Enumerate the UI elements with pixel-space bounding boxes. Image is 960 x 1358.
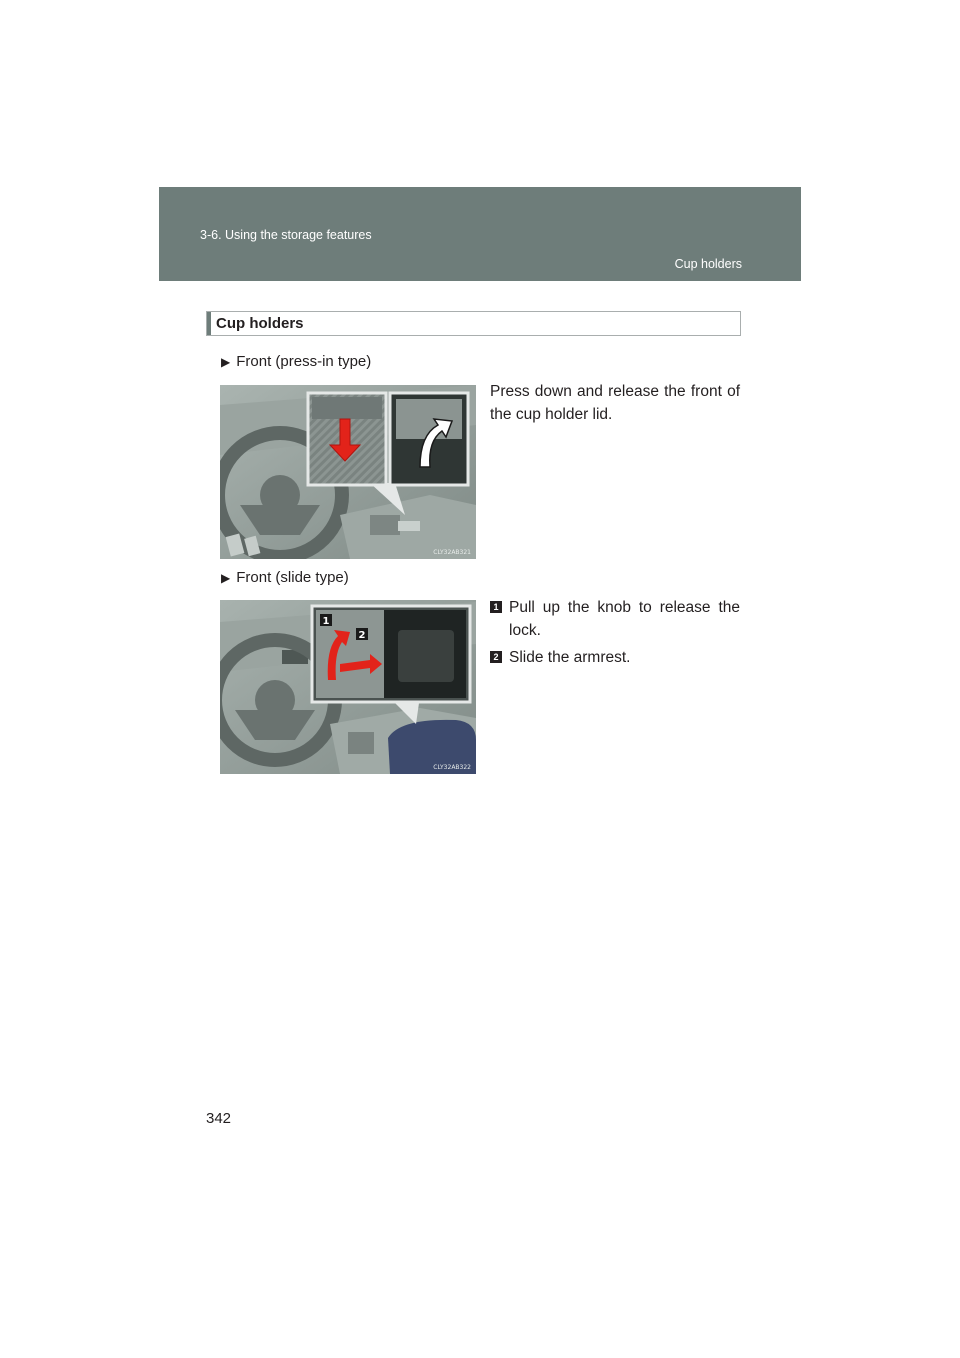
step-number: 1 xyxy=(490,601,502,613)
svg-text:1: 1 xyxy=(322,616,330,627)
subheading-label: Front (press-in type) xyxy=(236,353,372,370)
topic-title: Cup holders xyxy=(674,257,742,271)
triangle-bullet-icon: ▶ xyxy=(221,355,231,369)
section-title: 3-6. Using the storage features xyxy=(200,228,372,242)
page-header xyxy=(159,187,801,281)
subheading-press-in xyxy=(221,353,371,370)
title-bar xyxy=(206,311,741,336)
figure-slide xyxy=(220,600,476,774)
title-accent xyxy=(207,312,211,335)
page-title: Cup holders xyxy=(216,315,304,332)
svg-text:2: 2 xyxy=(358,630,366,641)
step-text: Slide the armrest. xyxy=(509,649,631,666)
step-1 xyxy=(490,596,740,642)
figure-code: CLY32AB322 xyxy=(433,764,471,771)
figure-press-in xyxy=(220,385,476,559)
figure-code: CLY32AB321 xyxy=(433,549,471,556)
step-2 xyxy=(490,646,740,669)
step-number: 2 xyxy=(490,651,502,663)
page-number: 342 xyxy=(206,1110,232,1127)
triangle-bullet-icon: ▶ xyxy=(221,571,231,585)
press-in-illustration xyxy=(220,385,476,559)
press-in-description: Press down and release the front of the cup holder lid. xyxy=(490,383,740,423)
step-text: Pull up the knob to release the lock. xyxy=(509,599,740,639)
subheading-label: Front (slide type) xyxy=(236,569,349,586)
slide-illustration xyxy=(220,600,476,774)
subheading-slide xyxy=(221,569,349,586)
